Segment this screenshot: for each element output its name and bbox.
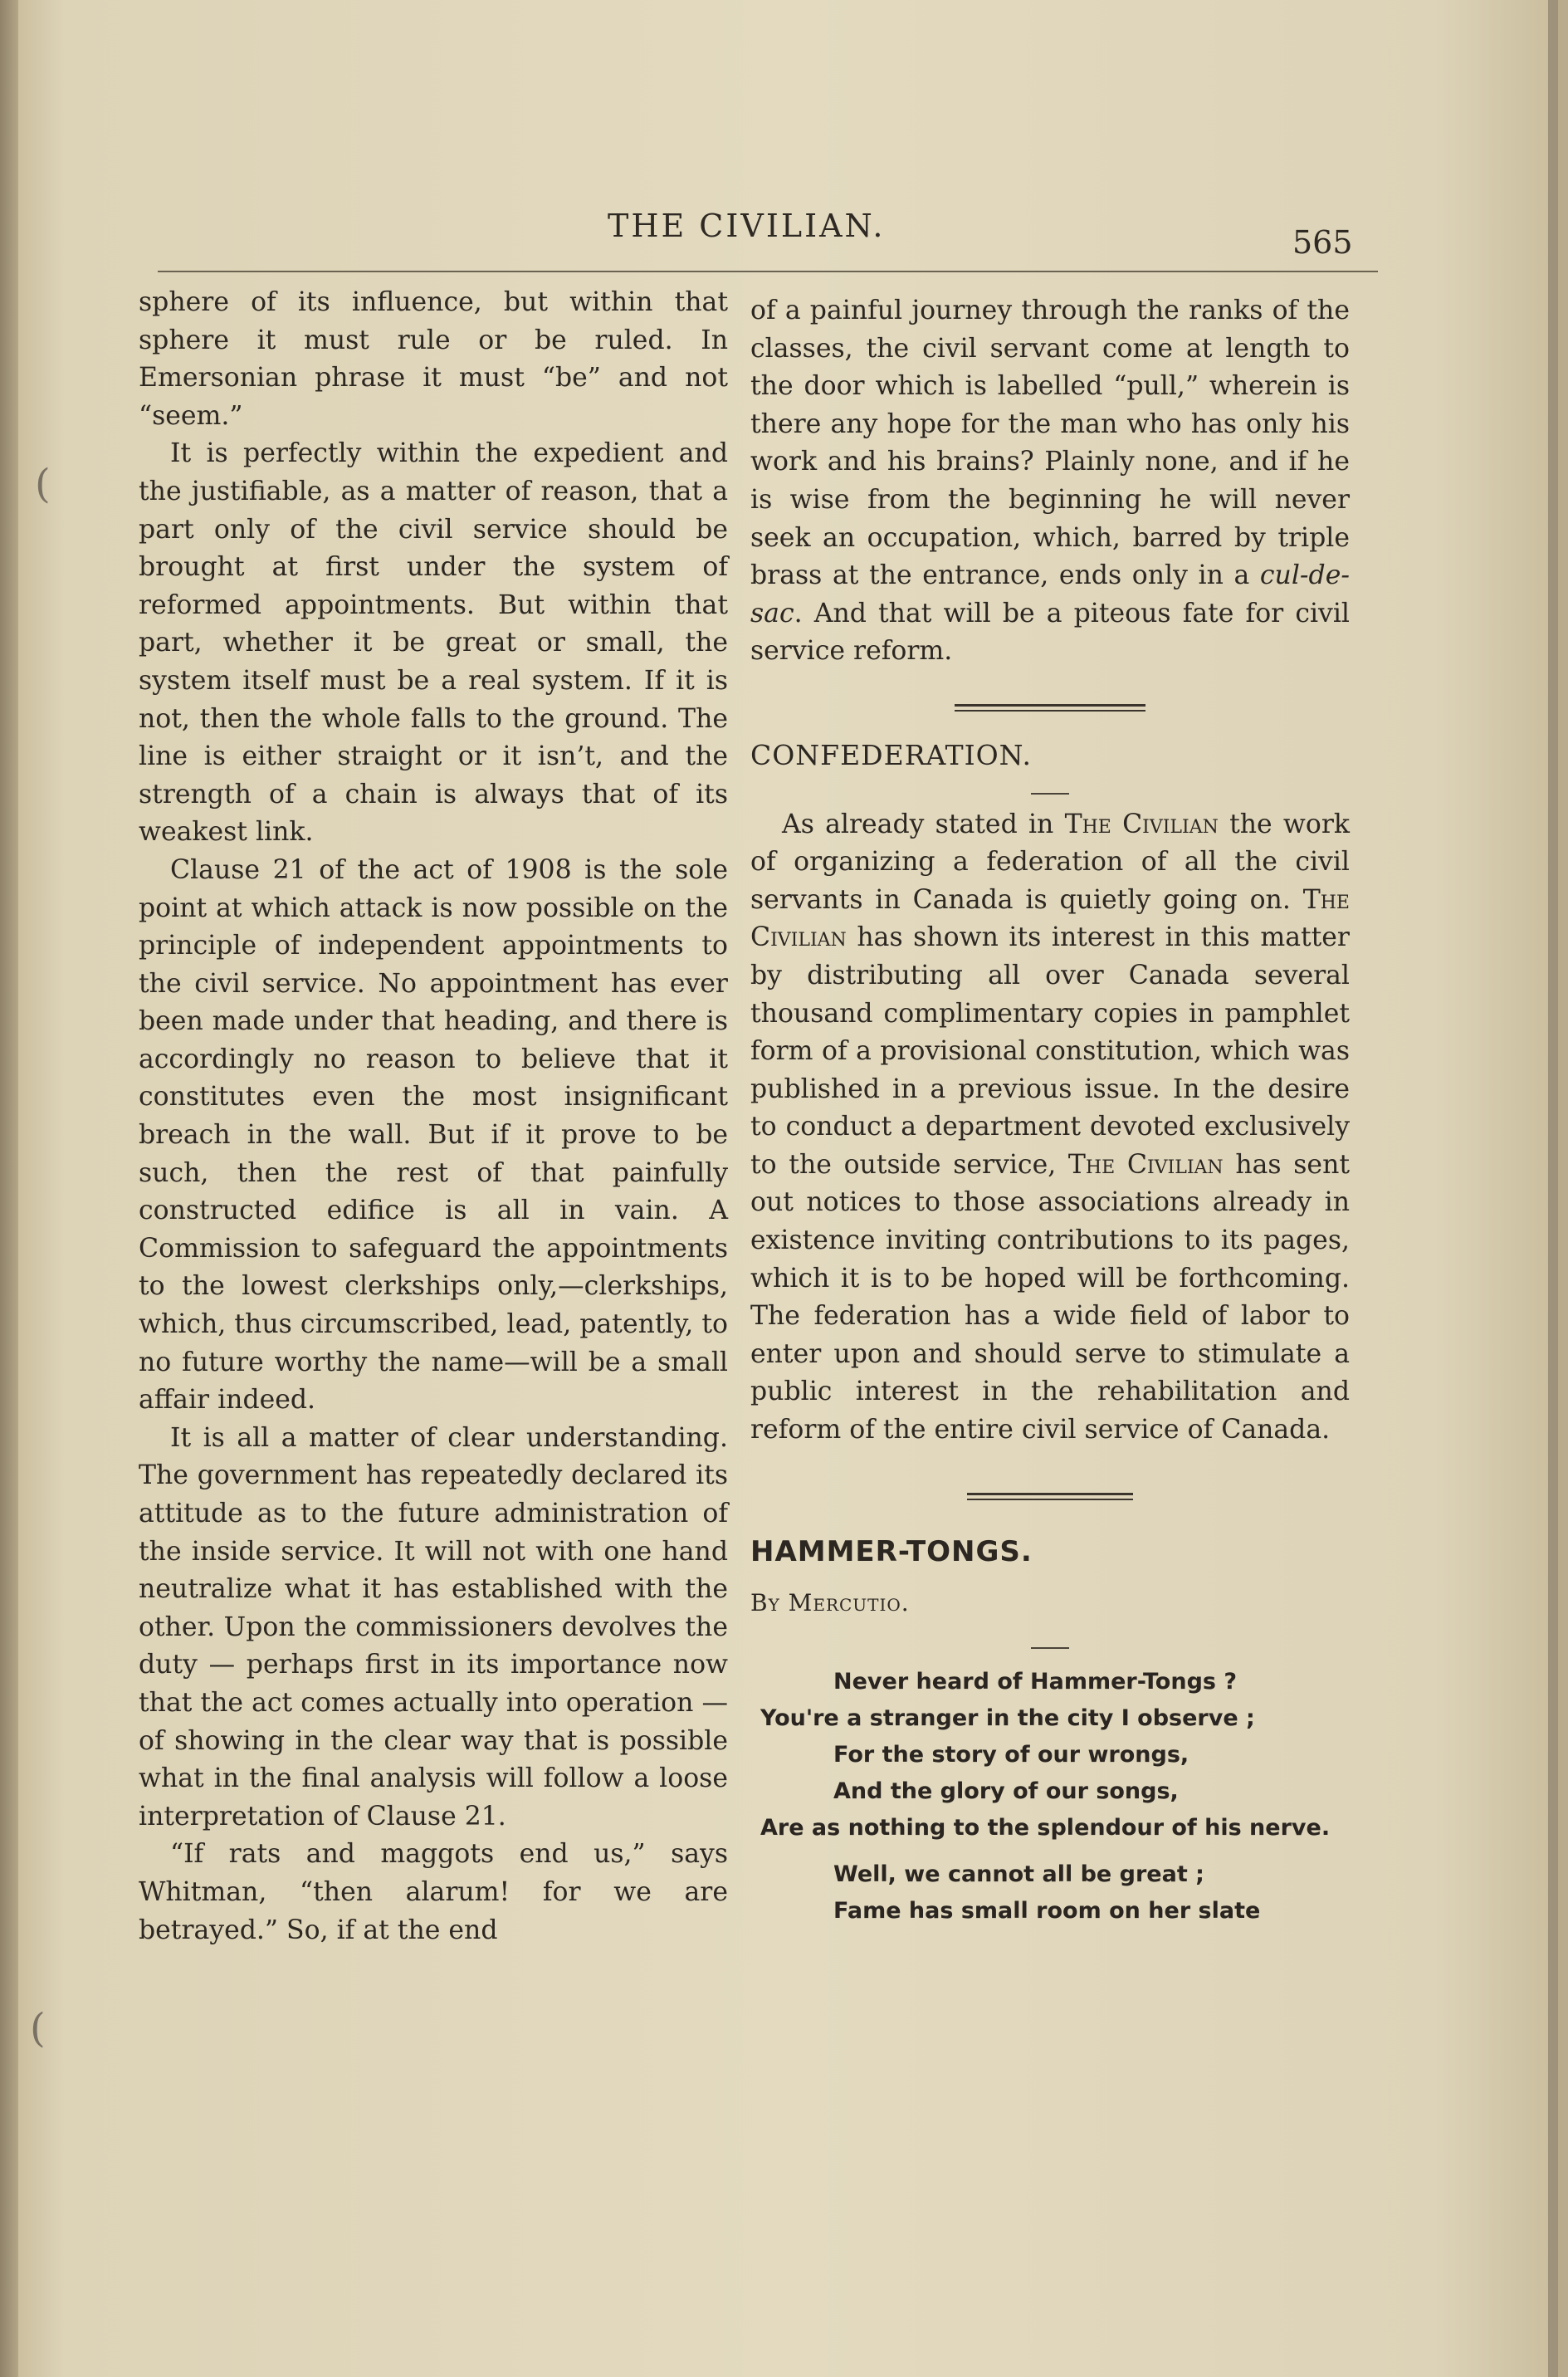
paragraph: Clause 21 of the act of 1908 is the sole point at which attack is now possible on the principle of independent appointments to the civil service. No appointment has ever been made under that heading, and there is accordingly no reason to believe that it constitutes even the most insignificant breach in the wall. But if it prove to be such, then the rest of that painfully constructed edifice is all in vain. A Commission to safeguard the appointments to the lowest clerkships only,—clerkships, which, thus circumscribed, lead, patently, to no future worthy the name—will be a small affair indeed. xyxy=(139,854,728,1416)
section-divider xyxy=(955,704,1145,712)
continuation-paragraph xyxy=(750,292,1350,671)
italic-term: cul-de-sac xyxy=(750,560,1350,628)
journal-title: THE CIVILIAN. xyxy=(608,208,886,244)
journal-name: The Civilian xyxy=(1067,1149,1224,1180)
paragraph: “If rats and maggots end us,” says Whitman, “then alarum! for we are betrayed.” So, if at the end xyxy=(139,1839,728,1945)
page-number: 565 xyxy=(1292,224,1353,261)
poem-line: For the story of our wrongs, xyxy=(833,1741,1189,1768)
poem-line: Fame has small room on her slate xyxy=(833,1897,1261,1924)
text-run: has shown its interest in this matter by distributing all over Canada several thousand complimentary copies in pamphlet form of a provisional constitution, which was published in a previous issue. In the desire to conduct a department devoted exclusively to the outside service, xyxy=(750,922,1350,1180)
poem-line: And the glory of our songs, xyxy=(833,1778,1179,1804)
header-rule xyxy=(158,271,1378,272)
paragraph: It is perfectly within the expedient and the justifiable, as a matter of reason, that a part only of the civil service should be brought at first under the system of reformed appointments. But within that part, whether it be great or small, the system itself must be a real system. If it is not, then the whole falls to the ground. The line is either straight or it isn’t, and the strength of a chain is always that of its weakest link. xyxy=(139,438,728,848)
confederation-paragraph xyxy=(750,806,1350,1450)
right-column xyxy=(750,292,1350,1929)
section-heading-confederation: CONFEDERATION. xyxy=(750,738,1032,771)
left-column xyxy=(139,284,728,1949)
poem-line: Well, we cannot all be great ; xyxy=(833,1861,1204,1887)
text-run: has sent out notices to those associations already in existence inviting contributions to its pages, which it is to be hoped will be forthcoming. The federation has a wide field of labor to enter upon and should serve to stimulate a public interest in the rehabilitation and reform of the entire civil service of Canada. xyxy=(750,1149,1351,1445)
text-run: of a painful journey through the ranks of the classes, the civil servant come at length to the door which is labelled “pull,” wherein is there any hope for the man who has only his work and his brains? Plainly none, and if he is wise from the beginning he will never seek an occupation, which, barred by triple brass at the entrance, ends only in a xyxy=(750,296,1350,591)
running-header xyxy=(18,208,1558,261)
journal-name: The Civilian xyxy=(750,884,1350,953)
book-spine xyxy=(0,0,18,2377)
text-run: the work of organizing a federation of all the civil servants in Canada is quietly going on. xyxy=(750,809,1350,915)
text-run: As already stated in xyxy=(782,809,1065,839)
poem-line: Are as nothing to the splendour of his nerve. xyxy=(760,1814,1331,1841)
journal-name: The Civilian xyxy=(1064,809,1219,839)
section-heading-hammer-tongs: HAMMER-TONGS. xyxy=(750,1534,1033,1568)
section-divider xyxy=(967,1493,1133,1500)
poem-stanza-1 xyxy=(750,1664,1350,1846)
text-run: . And that will be a piteous fate for civil service reform. xyxy=(750,598,1350,667)
margin-mark: ( xyxy=(30,2005,46,2052)
page xyxy=(18,0,1558,2377)
paragraph: It is all a matter of clear understanding. The government has repeatedly declared its attitude as to the future administration of the inside service. It will not with one hand neutralize what it has established with the other. Upon the commissioners devolves the duty — perhaps first in its importance now that the act comes actually into operation —of showing in the clear way that is possible what in the final analysis will follow a loose interpretation of Clause 21. xyxy=(139,1422,728,1832)
poem-stanza-2 xyxy=(750,1856,1350,1929)
byline: By Mercutio. xyxy=(750,1589,910,1617)
paragraph: sphere of its influence, but within that sphere it must rule or be ruled. In Emersonian phrase it must “be” and not “seem.” xyxy=(139,287,728,431)
margin-mark: ( xyxy=(35,461,51,507)
poem-line: You're a stranger in the city I observe ; xyxy=(760,1704,1255,1731)
poem-line: Never heard of Hammer-Tongs ? xyxy=(833,1668,1238,1695)
page-edge xyxy=(1548,0,1558,2377)
